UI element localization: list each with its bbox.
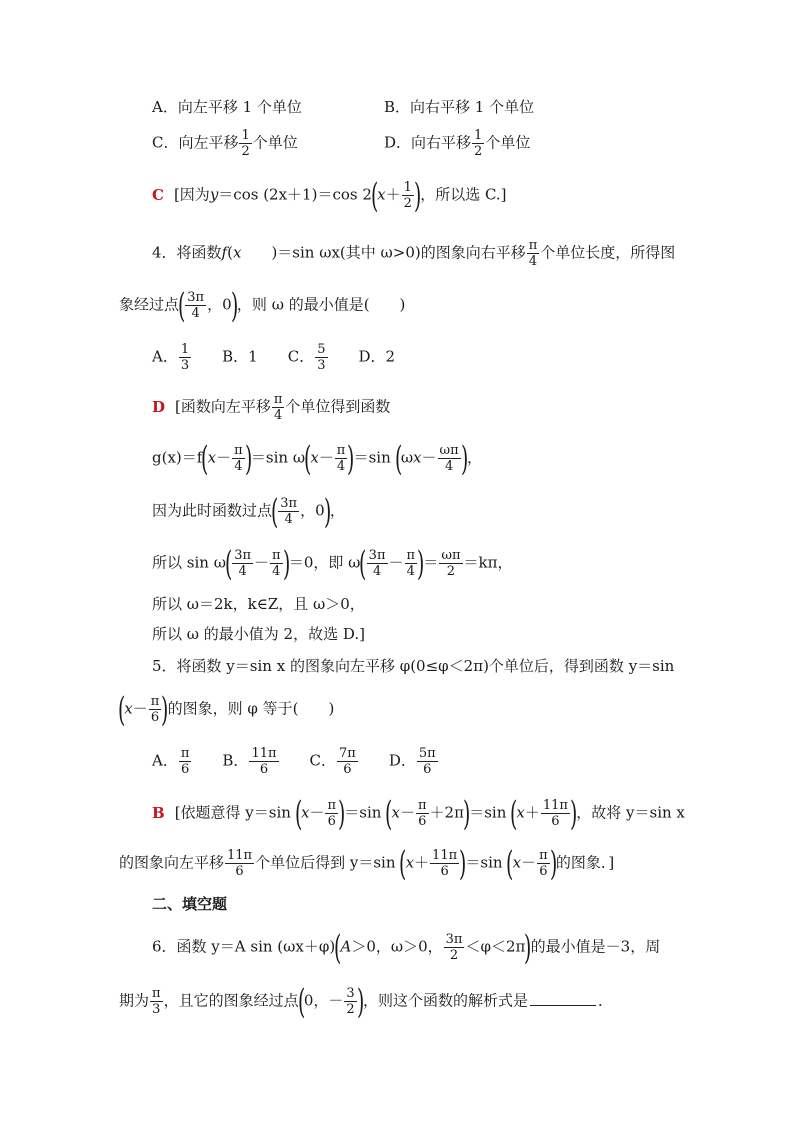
- q5-stem-line1: 5．将函数 y＝sin x 的图象向左平移 φ(0≤φ＜2π)个单位后，得到函数 y＝sin: [152, 657, 675, 675]
- q4-answer-line5: 所以 ω＝2k，k∈Z，且 ω＞0，: [152, 595, 365, 613]
- q4-answer-line1: D [函数向左平移 $\frac{\pi}{4}$ 个单位得到函数: [152, 392, 391, 423]
- q3-option-a: A．向左平移 1 个单位: [152, 98, 302, 116]
- q5-answer-line2: 的图象向左平移 $\frac{11\pi}{6}$ 个单位后得到 y＝sin (x＋ $\frac{11\pi}{6}$ )＝sin (x－ $\frac{\pi}{6}$ )的图象．]: [119, 843, 615, 884]
- answer-letter: C: [152, 185, 164, 204]
- q3-option-c: C．向左平移 $\frac{1}{2}$ 个单位: [152, 128, 298, 159]
- q3-option-b: B．向右平移 1 个单位: [384, 98, 535, 116]
- q6-stem-line1: 6．函数 y＝A sin (ωx＋φ)(A＞0，ω＞0， $\frac{3\pi}{2}$ ＜φ＜2π)的最小值是－3，周: [152, 927, 661, 968]
- q5-answer-line1: B [依题意得 y＝sin (x－ $\frac{\pi}{6}$ )＝sin (x－ $\frac{\pi}{6}$ ＋2π)＝sin (x＋ $\frac{11\pi}{6}$ )，故将 y＝sin x: [152, 793, 685, 834]
- q4-answer-line2: g(x)＝f(x－ $\frac{\pi}{4}$ )＝sin ω(x－ $\frac{\pi}{4}$ )＝sin (ωx－ $\frac{\omega\pi}{4}$ )，: [152, 438, 482, 479]
- q5-stem-line2: (x－ $\frac{\pi}{6}$ )的图象，则 φ 等于( ): [117, 689, 335, 730]
- q3-answer: C [因为y＝cos (2x＋1)＝cos 2(x＋ $\frac{1}{2}$ )，所以选 C.]: [152, 175, 507, 216]
- answer-letter: B: [152, 803, 165, 822]
- q6-stem-line2: 期为 $\frac{\pi}{3}$ ，且它的图象经过点(0，－ $\frac{3}{2}$ )，则这个函数的解析式是 ．: [119, 981, 613, 1022]
- q4-answer-line4: 所以 sin ω( $\frac{3\pi}{4}$ － $\frac{\pi}{4}$ )＝0，即 ω( $\frac{3\pi}{4}$ － $\frac{\pi}{4}$ )＝ $\frac{\omega\pi}{2}$ ＝kπ，: [152, 543, 513, 584]
- q3-option-d: D．向右平移 $\frac{1}{2}$ 个单位: [384, 128, 531, 159]
- answer-letter: D: [152, 397, 166, 416]
- q4-stem-line1: 4．将函数f(x )＝sin ωx(其中 ω>0)的图象向右平移 $\frac{\pi}{4}$ 个单位长度，所得图: [152, 238, 676, 269]
- q4-answer-line6: 所以 ω 的最小值为 2，故选 D.]: [152, 625, 365, 643]
- q4-answer-line3: 因为此时函数过点( $\frac{3\pi}{4}$ ，0)，: [152, 491, 345, 532]
- answer-blank[interactable]: [530, 991, 596, 1006]
- q4-stem-line2: 象经过点( $\frac{3\pi}{4}$ ，0)，则 ω 的最小值是( ): [119, 285, 406, 326]
- section-heading: 二、填空题: [152, 895, 228, 913]
- q5-options: A． $\frac{\pi}{6}$ B． $\frac{11\pi}{6}$ C． $\frac{7\pi}{6}$ D． $\frac{5\pi}{6}$: [152, 746, 436, 777]
- q4-options: A． $\frac{1}{3}$ B．1 C． $\frac{5}{3}$ D．2: [152, 342, 396, 373]
